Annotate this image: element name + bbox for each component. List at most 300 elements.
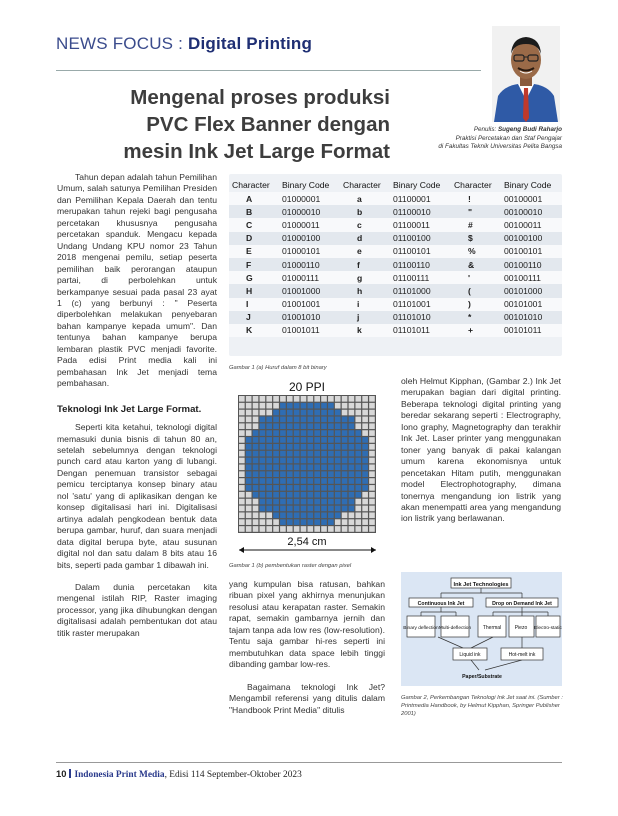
pixel-filled xyxy=(328,444,334,450)
pixel-filled xyxy=(314,499,320,505)
pixel-filled xyxy=(355,471,361,477)
pixel-empty xyxy=(239,437,245,443)
pixel-empty xyxy=(253,499,259,505)
pixel-empty xyxy=(362,396,368,402)
pixel-filled xyxy=(308,512,314,518)
pixel-filled xyxy=(349,423,355,429)
pixel-filled xyxy=(253,478,259,484)
pixel-filled xyxy=(342,430,348,436)
pixel-filled xyxy=(301,403,307,409)
pixel-filled xyxy=(273,430,279,436)
pixel-filled xyxy=(280,492,286,498)
pixel-empty xyxy=(342,526,348,532)
pixel-filled xyxy=(260,506,266,512)
pixel-filled xyxy=(362,478,368,484)
section-header xyxy=(56,34,312,54)
pixel-filled xyxy=(273,499,279,505)
pixel-filled xyxy=(342,417,348,423)
binary-code-cell: 01000100 xyxy=(279,232,340,245)
pixel-filled xyxy=(314,437,320,443)
pixel-filled xyxy=(362,471,368,477)
character-cell: & xyxy=(451,258,501,271)
pixel-filled xyxy=(301,451,307,457)
pixel-filled xyxy=(287,437,293,443)
binary-code-cell: 01101001 xyxy=(390,298,451,311)
pixel-empty xyxy=(362,499,368,505)
diagram-ink-label: Hot-melt ink xyxy=(508,652,536,658)
pixel-empty xyxy=(246,492,252,498)
pixel-empty xyxy=(369,423,375,429)
pixel-filled xyxy=(321,506,327,512)
pixel-filled xyxy=(321,417,327,423)
character-cell: a xyxy=(340,192,390,205)
pixel-empty xyxy=(355,423,361,429)
pixel-empty xyxy=(253,423,259,429)
pixel-empty xyxy=(369,403,375,409)
table-body xyxy=(229,192,562,337)
character-cell: ( xyxy=(451,284,501,297)
pixel-empty xyxy=(369,410,375,416)
diagram-leaf-label: Binary deflection xyxy=(403,626,439,631)
pixel-empty xyxy=(239,499,245,505)
pixel-empty xyxy=(239,465,245,471)
pixel-empty xyxy=(355,417,361,423)
pixel-filled xyxy=(335,492,341,498)
pixel-filled xyxy=(335,410,341,416)
pixel-empty xyxy=(349,512,355,518)
pixel-empty xyxy=(362,410,368,416)
pixel-empty xyxy=(266,512,272,518)
pixel-filled xyxy=(328,403,334,409)
binary-code-cell: 01100101 xyxy=(390,245,451,258)
pixel-filled xyxy=(287,451,293,457)
binary-code-cell: 01100001 xyxy=(390,192,451,205)
binary-code-cell: 00100110 xyxy=(501,258,562,271)
character-cell: D xyxy=(229,232,279,245)
figure-caption: Gambar 1 (a) Huruf dalam 8 bit binary xyxy=(229,365,327,371)
pixel-empty xyxy=(362,430,368,436)
pixel-filled xyxy=(301,437,307,443)
page-number: 10 xyxy=(56,768,67,779)
pixel-filled xyxy=(308,437,314,443)
pixel-filled xyxy=(355,478,361,484)
pixel-filled xyxy=(314,430,320,436)
pixel-filled xyxy=(321,403,327,409)
pixel-empty xyxy=(239,506,245,512)
section-topic: Digital Printing xyxy=(188,34,313,53)
pixel-empty xyxy=(239,471,245,477)
pixel-filled xyxy=(301,519,307,525)
diagram-leaf-label: Piezo xyxy=(514,625,528,631)
pixel-filled xyxy=(280,403,286,409)
pixel-filled xyxy=(314,444,320,450)
binary-code-cell: 00100100 xyxy=(501,232,562,245)
pixel-empty xyxy=(260,519,266,525)
pixel-filled xyxy=(328,417,334,423)
binary-code-cell: 01001001 xyxy=(279,298,340,311)
pixel-filled xyxy=(280,430,286,436)
pixel-filled xyxy=(301,465,307,471)
pixel-filled xyxy=(301,512,307,518)
pixel-filled xyxy=(328,410,334,416)
pixel-filled xyxy=(294,485,300,491)
pixel-filled xyxy=(253,430,259,436)
pixel-empty xyxy=(314,396,320,402)
pixel-filled xyxy=(321,492,327,498)
pixel-empty xyxy=(273,396,279,402)
pixel-filled xyxy=(246,444,252,450)
pixel-empty xyxy=(246,526,252,532)
character-cell: # xyxy=(451,218,501,231)
pixel-filled xyxy=(328,458,334,464)
pixel-empty xyxy=(362,492,368,498)
pixel-filled xyxy=(266,417,272,423)
pixel-filled xyxy=(335,471,341,477)
pixel-filled xyxy=(253,451,259,457)
pixel-filled xyxy=(260,444,266,450)
binary-code-cell: 00100010 xyxy=(501,205,562,218)
pixel-empty xyxy=(266,403,272,409)
table-row xyxy=(229,192,562,205)
pixel-filled xyxy=(308,423,314,429)
pixel-empty xyxy=(239,410,245,416)
binary-code-cell: 01100111 xyxy=(390,271,451,284)
binary-code-cell: 00101001 xyxy=(501,298,562,311)
pixel-filled xyxy=(294,519,300,525)
article-column-3 xyxy=(401,376,561,525)
binary-code-cell: 00100011 xyxy=(501,218,562,231)
pixel-empty xyxy=(342,519,348,525)
pixel-filled xyxy=(301,492,307,498)
pixel-empty xyxy=(369,526,375,532)
pixel-empty xyxy=(335,403,341,409)
pixel-empty xyxy=(294,396,300,402)
pixel-filled xyxy=(301,423,307,429)
pixel-filled xyxy=(308,492,314,498)
pixel-filled xyxy=(266,499,272,505)
pixel-filled xyxy=(294,437,300,443)
pixel-empty xyxy=(287,526,293,532)
pixel-filled xyxy=(355,485,361,491)
pixel-empty xyxy=(260,410,266,416)
table-header: Binary Code xyxy=(503,179,552,190)
character-cell: j xyxy=(340,311,390,324)
paragraph: yang kumpulan bisa ratusan, bahkan ribuan pixel yang akhirnya menunjukan resolusi atau kerapatan raster. Semakin rapat, semakin gambarnya jernih dan tajam tanpa ada low res (low-resolution). Tentu saja gambar hi-res seperti ini membutuhkan data space lebih tinggi dibanding gambar low-res. xyxy=(229,579,385,670)
character-cell: B xyxy=(229,205,279,218)
article-title xyxy=(100,84,390,165)
pixel-filled xyxy=(280,458,286,464)
binary-code-cell: 00100111 xyxy=(501,271,562,284)
pixel-filled xyxy=(362,437,368,443)
character-cell: d xyxy=(340,232,390,245)
character-cell: G xyxy=(229,271,279,284)
raster-pixel-figure xyxy=(229,378,386,558)
character-cell: + xyxy=(451,324,501,337)
pixel-filled xyxy=(321,451,327,457)
diagram-branch-label: Continuous Ink Jet xyxy=(417,601,465,607)
pixel-filled xyxy=(349,492,355,498)
pixel-filled xyxy=(328,485,334,491)
pixel-filled xyxy=(287,423,293,429)
pixel-filled xyxy=(260,471,266,477)
pixel-filled xyxy=(280,437,286,443)
character-cell: b xyxy=(340,205,390,218)
character-cell: H xyxy=(229,284,279,297)
binary-code-cell: 01100100 xyxy=(390,232,451,245)
pixel-empty xyxy=(342,512,348,518)
pixel-filled xyxy=(342,506,348,512)
pixel-empty xyxy=(342,410,348,416)
table-header: Binary Code xyxy=(282,179,330,190)
pixel-filled xyxy=(314,465,320,471)
pixel-filled xyxy=(273,437,279,443)
pixel-filled xyxy=(328,478,334,484)
binary-code-cell: 01001000 xyxy=(279,284,340,297)
binary-code-cell: 01000111 xyxy=(279,271,340,284)
character-cell: g xyxy=(340,271,390,284)
character-cell: ) xyxy=(451,298,501,311)
footer-divider xyxy=(69,769,71,778)
pixel-empty xyxy=(355,499,361,505)
title-line: mesin Ink Jet Large Format xyxy=(123,140,390,163)
pixel-filled xyxy=(280,471,286,477)
binary-code-cell: 01101000 xyxy=(390,284,451,297)
title-line: Mengenal proses produksi xyxy=(130,86,390,109)
pixel-filled xyxy=(314,485,320,491)
pixel-filled xyxy=(314,512,320,518)
pixel-filled xyxy=(287,465,293,471)
pixel-filled xyxy=(294,471,300,477)
pixel-filled xyxy=(335,499,341,505)
binary-code-cell: 01000110 xyxy=(279,258,340,271)
table-row xyxy=(229,324,562,337)
inkjet-technology-diagram xyxy=(401,572,562,686)
pixel-filled xyxy=(287,485,293,491)
character-cell: E xyxy=(229,245,279,258)
pixel-filled xyxy=(335,485,341,491)
title-line: PVC Flex Banner dengan xyxy=(146,113,390,136)
pixel-filled xyxy=(308,430,314,436)
pixel-filled xyxy=(342,465,348,471)
pixel-filled xyxy=(260,465,266,471)
pixel-empty xyxy=(253,403,259,409)
pixel-filled xyxy=(349,499,355,505)
pixel-filled xyxy=(260,417,266,423)
pixel-filled xyxy=(280,499,286,505)
pixel-empty xyxy=(239,526,245,532)
binary-code-table xyxy=(229,177,562,337)
pixel-filled xyxy=(308,478,314,484)
pixel-filled xyxy=(301,478,307,484)
pixel-empty xyxy=(349,403,355,409)
pixel-filled xyxy=(308,417,314,423)
pixel-filled xyxy=(335,437,341,443)
pixel-filled xyxy=(321,512,327,518)
author-affiliation: di Fakultas Teknik Universitas Pelita Bangsa xyxy=(438,143,562,151)
diagram-root-label: Ink Jet Technologies xyxy=(453,582,509,588)
table-row xyxy=(229,258,562,271)
table-header: Character xyxy=(453,179,492,190)
pixel-empty xyxy=(246,506,252,512)
table-header: Binary Code xyxy=(393,179,441,190)
paragraph: Dalam dunia percetakan kita mengenal istilah RIP, Raster imaging processor, yang jika dihubungkan dengan digitalisasi adalah pembentukan dot atau titik raster merupakan xyxy=(57,581,217,638)
page-footer xyxy=(56,768,302,780)
pixel-filled xyxy=(355,444,361,450)
pixel-filled xyxy=(294,512,300,518)
pixel-empty xyxy=(246,403,252,409)
character-cell: " xyxy=(451,205,501,218)
pixel-empty xyxy=(362,526,368,532)
pixel-filled xyxy=(342,423,348,429)
pixel-empty xyxy=(355,506,361,512)
table-row xyxy=(229,232,562,245)
pixel-empty xyxy=(369,396,375,402)
binary-code-cell: 01101010 xyxy=(390,311,451,324)
character-cell: I xyxy=(229,298,279,311)
pixel-filled xyxy=(280,410,286,416)
pixel-filled xyxy=(246,437,252,443)
pixel-empty xyxy=(246,430,252,436)
pixel-empty xyxy=(246,519,252,525)
character-cell: ' xyxy=(451,271,501,284)
magazine-name: Indonesia Print Media xyxy=(74,770,165,780)
pixel-filled xyxy=(314,506,320,512)
pixel-filled xyxy=(253,458,259,464)
pixel-empty xyxy=(321,396,327,402)
pixel-empty xyxy=(349,410,355,416)
character-cell: i xyxy=(340,298,390,311)
binary-code-cell: 00100101 xyxy=(501,245,562,258)
pixel-filled xyxy=(260,492,266,498)
pixel-empty xyxy=(253,396,259,402)
pixel-empty xyxy=(369,465,375,471)
pixel-filled xyxy=(266,471,272,477)
pixel-filled xyxy=(335,423,341,429)
pixel-filled xyxy=(260,485,266,491)
pixel-empty xyxy=(253,526,259,532)
pixel-empty xyxy=(335,519,341,525)
character-cell: k xyxy=(340,324,390,337)
pixel-empty xyxy=(239,423,245,429)
pixel-filled xyxy=(260,430,266,436)
pixel-filled xyxy=(362,465,368,471)
header-rule xyxy=(56,70,481,71)
pixel-filled xyxy=(266,465,272,471)
arrow-left-icon xyxy=(239,547,244,553)
pixel-empty xyxy=(294,526,300,532)
table-row xyxy=(229,205,562,218)
pixel-filled xyxy=(342,437,348,443)
pixel-empty xyxy=(239,444,245,450)
pixel-filled xyxy=(328,499,334,505)
pixel-filled xyxy=(287,499,293,505)
article-column-2 xyxy=(229,579,385,716)
pixel-filled xyxy=(273,465,279,471)
pixel-filled xyxy=(287,492,293,498)
pixel-filled xyxy=(355,465,361,471)
pixel-filled xyxy=(308,499,314,505)
pixel-filled xyxy=(266,458,272,464)
pixel-filled xyxy=(342,444,348,450)
pixel-filled xyxy=(294,492,300,498)
pixel-empty xyxy=(362,512,368,518)
ppi-label: 20 PPI xyxy=(288,380,326,394)
pixel-empty xyxy=(239,485,245,491)
pixel-empty xyxy=(239,512,245,518)
pixel-filled xyxy=(273,458,279,464)
pixel-filled xyxy=(246,471,252,477)
pixel-filled xyxy=(308,471,314,477)
pixel-empty xyxy=(369,417,375,423)
pixel-filled xyxy=(328,423,334,429)
table-header: Character xyxy=(232,179,270,190)
pixel-empty xyxy=(287,396,293,402)
pixel-filled xyxy=(342,471,348,477)
pixel-filled xyxy=(260,458,266,464)
pixel-filled xyxy=(349,417,355,423)
pixel-empty xyxy=(239,478,245,484)
pixel-filled xyxy=(280,506,286,512)
character-cell: c xyxy=(340,218,390,231)
pixel-filled xyxy=(301,499,307,505)
binary-code-cell: 00101011 xyxy=(501,324,562,337)
pixel-filled xyxy=(246,451,252,457)
pixel-filled xyxy=(321,485,327,491)
pixel-filled xyxy=(266,478,272,484)
pixel-filled xyxy=(294,506,300,512)
pixel-filled xyxy=(294,410,300,416)
pixel-empty xyxy=(328,526,334,532)
pixel-empty xyxy=(239,492,245,498)
pixel-empty xyxy=(266,519,272,525)
pixel-filled xyxy=(349,485,355,491)
pixel-filled xyxy=(287,417,293,423)
binary-code-cell: 01000011 xyxy=(279,218,340,231)
arrow-right-icon xyxy=(371,547,376,553)
character-cell: h xyxy=(340,284,390,297)
pixel-filled xyxy=(349,478,355,484)
pixel-empty xyxy=(321,526,327,532)
pixel-filled xyxy=(287,512,293,518)
character-cell: F xyxy=(229,258,279,271)
pixel-filled xyxy=(342,458,348,464)
pixel-empty xyxy=(355,396,361,402)
pixel-empty xyxy=(362,417,368,423)
pixel-filled xyxy=(314,519,320,525)
pixel-filled xyxy=(301,410,307,416)
pixel-filled xyxy=(308,451,314,457)
pixel-filled xyxy=(308,506,314,512)
pixel-filled xyxy=(246,478,252,484)
pixel-empty xyxy=(335,526,341,532)
author-label: Penulis: xyxy=(473,126,498,133)
pixel-filled xyxy=(266,430,272,436)
pixel-filled xyxy=(314,423,320,429)
character-cell: * xyxy=(451,311,501,324)
pixel-filled xyxy=(287,410,293,416)
pixel-filled xyxy=(294,430,300,436)
pixel-empty xyxy=(266,526,272,532)
pixel-filled xyxy=(349,451,355,457)
pixel-filled xyxy=(287,458,293,464)
pixel-empty xyxy=(369,451,375,457)
pixel-filled xyxy=(273,506,279,512)
pixel-empty xyxy=(239,403,245,409)
figure-caption: Gambar 1 (b) pembentukan raster dengan pixel xyxy=(229,563,352,569)
table-row xyxy=(229,311,562,324)
pixel-filled xyxy=(253,465,259,471)
pixel-filled xyxy=(342,451,348,457)
